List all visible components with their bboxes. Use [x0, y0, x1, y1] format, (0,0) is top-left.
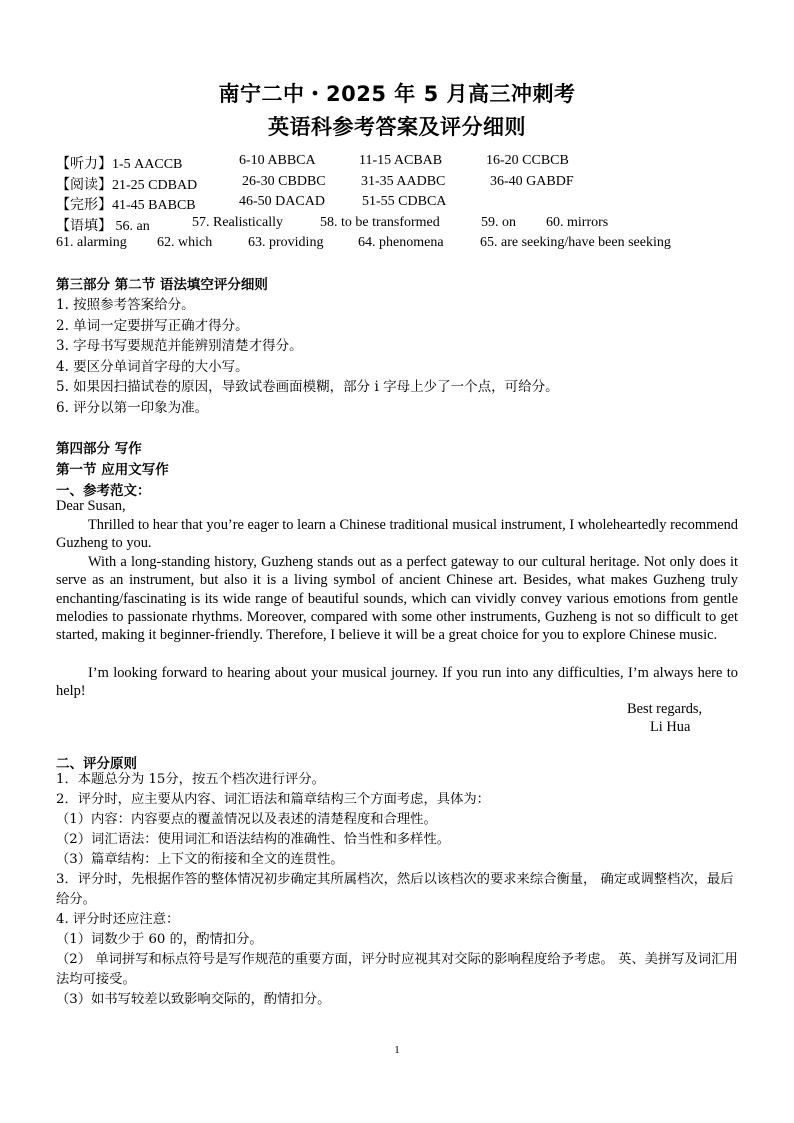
- principle-line: （2） 单词拼写和标点符号是写作规范的重要方面，评分时应视其对交际的影响程度给予考虑。 英、美拼写及词汇用法均可接受。: [56, 952, 738, 987]
- answer-group: 【听力】1-5 AACCB: [56, 157, 183, 172]
- answer-item: 59. on: [481, 215, 516, 230]
- letter-paragraph-3-text: I’m looking forward to hearing about your musical journey. If you run into any difficulties, I’m always here to help!: [56, 665, 738, 700]
- answer-item: 63. providing: [248, 235, 324, 250]
- answer-item: 【语填】 56. an: [56, 219, 150, 234]
- letter-paragraph-2-text: With a long-standing history, Guzheng stands out as a perfect gateway to our cultural heritage. Not only does it serve as an instrument, but also it is a living symbol of ancient Chinese art. Besides, what makes Guzheng truly enchanting/fascinating is its wide range of beautiful sounds, which can vividly convey various emotions from gentle melodies to passionate rhythms. Moreover, compared with some other instruments, Guzheng is not so difficult to get started, making it beginner-friendly. Therefore, I believe it will be a great choice for you to explore Chinese music.: [56, 554, 738, 644]
- principle-line: （2）词汇语法：使用词汇和语法结构的准确性、恰当性和多样性。: [56, 832, 451, 847]
- page-number: 1: [394, 1044, 400, 1056]
- answer-group: 【阅读】21-25 CDBAD: [56, 178, 198, 193]
- section4-subheading: 第一节 应用文写作: [56, 462, 169, 478]
- letter-paragraph-1: [56, 516, 738, 553]
- answer-item: 58. to be transformed: [320, 215, 440, 230]
- answer-group: 31-35 AADBC: [361, 174, 446, 189]
- letter-paragraph-3: [56, 664, 738, 701]
- principle-line: 4. 评分时还应注意：: [56, 912, 180, 927]
- answer-group: 11-15 ACBAB: [359, 153, 443, 168]
- letter-paragraph-1-text: Thrilled to hear that you’re eager to learn a Chinese traditional musical instrument, I wholeheartedly recommend Guzheng to you.: [56, 517, 738, 552]
- answer-group: 46-50 DACAD: [239, 194, 325, 209]
- rule-item: 6. 评分以第一印象为准。: [56, 400, 209, 416]
- title-line-2: 英语科参考答案及评分细则: [268, 115, 526, 139]
- rule-item: 3. 字母书写要规范并能辨别清楚才得分。: [56, 338, 303, 354]
- answer-group: 16-20 CCBCB: [486, 153, 569, 168]
- section4-heading: 第四部分 写作: [56, 441, 142, 457]
- principle-line: （3）篇章结构：上下文的衔接和全文的连贯性。: [56, 852, 344, 867]
- principle-line: 3．评分时，先根据作答的整体情况初步确定其所属档次，然后以该档次的要求来综合衡量， 确定或调整档次，最后给分。: [56, 872, 734, 907]
- letter-salutation: Dear Susan,: [56, 498, 126, 514]
- answer-group: 36-40 GABDF: [490, 174, 574, 189]
- principle-line: （1）词数少于 60 的，酌情扣分。: [56, 932, 263, 947]
- answer-group: 51-55 CDBCA: [362, 194, 447, 209]
- rule-item: 5. 如果因扫描试卷的原因，导致试卷画面模糊，部分 i 字母上少了一个点，可给分。: [56, 379, 559, 395]
- principle-line: 2．评分时，应主要从内容、词汇语法和篇章结构三个方面考虑，具体为：: [56, 792, 490, 807]
- letter-paragraph-2: [56, 553, 738, 644]
- sample-heading: 一、参考范文：: [56, 483, 151, 499]
- answer-item: 65. are seeking/have been seeking: [480, 235, 671, 250]
- answer-group: 【完形】41-45 BABCB: [56, 198, 196, 213]
- answer-item: 64. phenomena: [358, 235, 444, 250]
- rule-item: 4. 要区分单词首字母的大小写。: [56, 359, 249, 375]
- answer-item: 61. alarming: [56, 235, 127, 250]
- answer-item: 62. which: [157, 235, 213, 250]
- rule-item: 2. 单词一定要拼写正确才得分。: [56, 318, 249, 334]
- principle-line: （3）如书写较差以致影响交际的，酌情扣分。: [56, 992, 331, 1007]
- answer-item: 57. Realistically: [192, 215, 283, 230]
- answer-item: 60. mirrors: [546, 215, 609, 230]
- principles-heading: 二、评分原则: [56, 756, 137, 772]
- answer-group: 6-10 ABBCA: [239, 153, 316, 168]
- principle-line: 1．本题总分为 15分，按五个档次进行评分。: [56, 772, 325, 787]
- title-line-1: 南宁二中・2025 年 5 月高三冲刺考: [218, 82, 576, 106]
- answer-group: 26-30 CBDBC: [242, 174, 326, 189]
- letter-closing: Best regards,: [627, 701, 703, 717]
- letter-signature: Li Hua: [650, 719, 691, 735]
- principles-list: [56, 770, 742, 1010]
- principle-line: （1）内容：内容要点的覆盖情况以及表述的清楚程度和合理性。: [56, 812, 437, 827]
- section3-heading: 第三部分 第二节 语法填空评分细则: [56, 277, 268, 293]
- rule-item: 1. 按照参考答案给分。: [56, 297, 195, 313]
